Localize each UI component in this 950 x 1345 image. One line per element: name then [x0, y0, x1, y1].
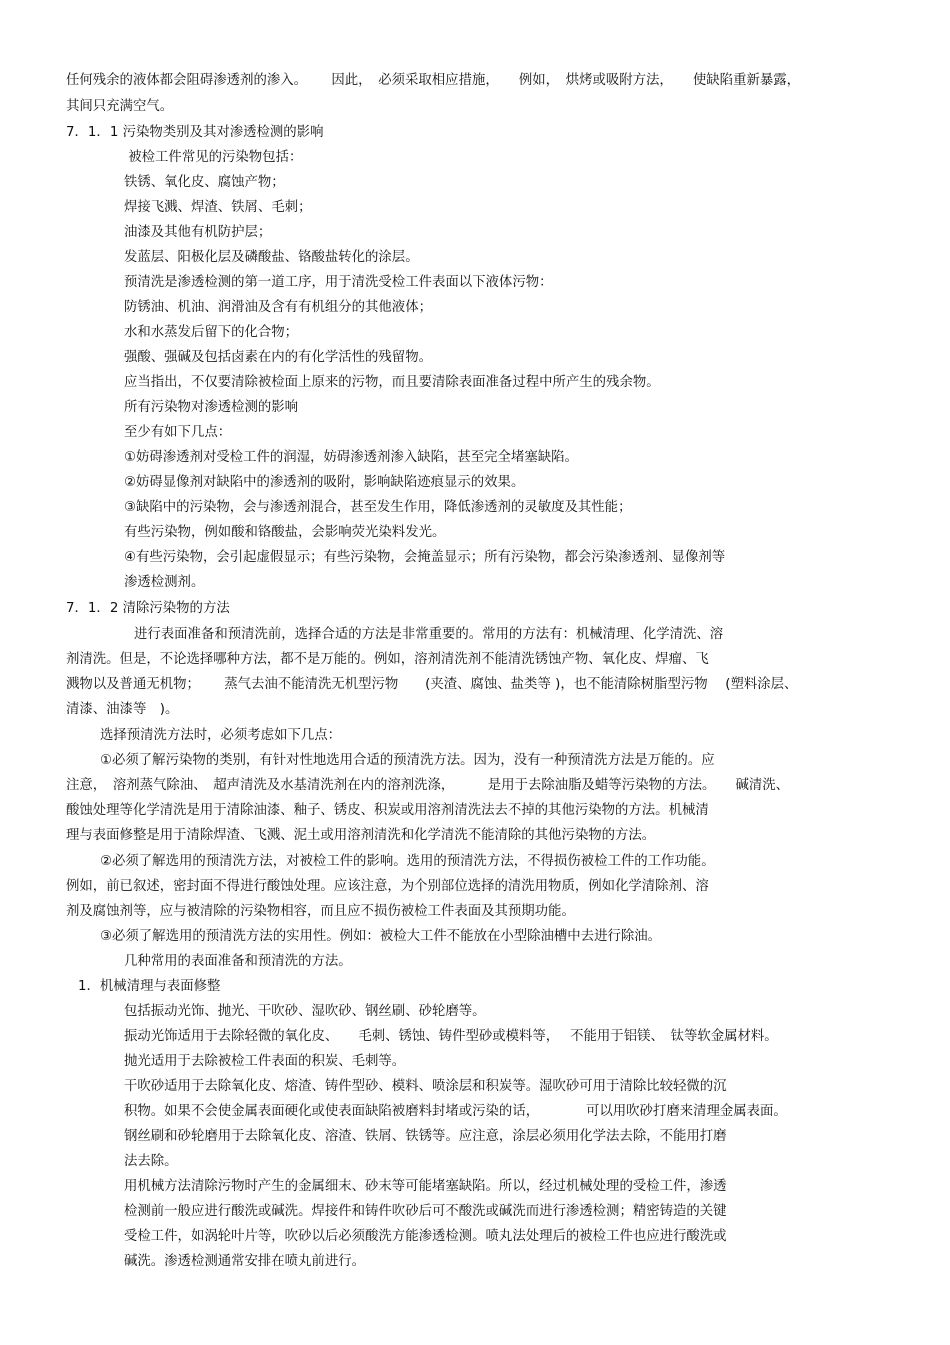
list-item: ③必须了解选用的预清洗方法的实用性。例如：被检大工件不能放在小型除油槽中去进行除油。	[100, 929, 662, 944]
text-line: 预清洗是渗透检测的第一道工序，用于清洗受检工件表面以下液体污物：	[124, 275, 553, 290]
list-item: 防锈油、机油、润滑油及含有有机组分的其他液体；	[124, 300, 432, 315]
list-item: 水和水蒸发后留下的化合物；	[124, 325, 299, 340]
text-line: 进行表面准备和预清洗前，选择合适的方法是非常重要的。常用的方法有：机械清理、化学清洗、溶	[134, 627, 724, 642]
text-line: 碱洗。渗透检测通常安排在喷丸前进行。	[124, 1254, 366, 1269]
text-line: 检测前一般应进行酸洗或碱洗。焊接件和铸件吹砂后可不酸洗或碱洗而进行渗透检测；精密铸造的关键	[124, 1204, 727, 1219]
list-item: ①必须了解污染物的类别，有针对性地选用合适的预清洗方法。因为，没有一种预清洗方法是万能的。应	[100, 753, 715, 768]
subsection-heading: 1．机械清理与表面修整	[78, 979, 221, 994]
text-line: 剂及腐蚀剂等，应与被清除的污染物相容，而且应不损伤被检工件表面及其预期功能。	[66, 904, 575, 919]
text-line: 所有污染物对渗透检测的影响	[124, 400, 299, 415]
text-line: 受检工件，如涡轮叶片等，吹砂以后必须酸洗方能渗透检测。喷丸法处理后的被检工件也应进行酸洗或	[124, 1229, 727, 1244]
list-item: 铁锈、氧化皮、腐蚀产物；	[124, 175, 285, 190]
list-item: 强酸、强碱及包括卤素在内的有化学活性的残留物。	[124, 350, 432, 365]
text-line: 渗透检测剂。	[124, 575, 205, 590]
text-line: 例如，前已叙述，密封面不得进行酸蚀处理。应该注意，为个别部位选择的清洗用物质，例如化学清除剂、溶	[66, 879, 709, 894]
list-item: 油漆及其他有机防护层；	[124, 225, 272, 240]
section-heading: 7．1．1 污染物类别及其对渗透检测的影响	[66, 125, 324, 140]
text-line: 振动光饰适用于去除轻微的氧化皮、 毛刺、锈蚀、铸件型砂或模料等， 不能用于铝镁、 钛等软金属材料。	[124, 1029, 778, 1044]
text-line: 应当指出，不仅要清除被检面上原来的污物，而且要清除表面准备过程中所产生的残余物。	[124, 375, 660, 390]
text-line: 干吹砂适用于去除氧化皮、熔渣、铸件型砂、模料、喷涂层和积炭等。湿吹砂可用于清除比较轻微的沉	[124, 1079, 727, 1094]
list-item: ④有些污染物，会引起虚假显示；有些污染物，会掩盖显示；所有污染物，都会污染渗透剂、显像剂等	[124, 550, 726, 565]
text-line: 注意， 溶剂蒸气除油、 超声清洗及水基清洗剂在内的溶剂洗涤， 是用于去除油脂及蜡等污染物的方法。 碱清洗、	[66, 778, 790, 793]
text-line: 选择预清洗方法时，必须考虑如下几点：	[100, 728, 342, 743]
list-item: ③缺陷中的污染物，会与渗透剂混合，甚至发生作用，降低渗透剂的灵敏度及其性能；	[124, 500, 632, 515]
list-item: 焊接飞溅、焊渣、铁屑、毛刺；	[124, 200, 312, 215]
text-line: 清漆、油漆等 )。	[66, 702, 179, 717]
text-line: 溅物以及普通无机物； 蒸气去油不能清洗无机型污物 (夹渣、腐蚀、盐类等 )，也不能清除树脂型污物 (塑料涂层、	[66, 677, 798, 692]
text-line: 用机械方法清除污物时产生的金属细末、砂末等可能堵塞缺陷。所以，经过机械处理的受检工件，渗透	[124, 1179, 727, 1194]
text-line: 几种常用的表面准备和预清洗的方法。	[124, 954, 352, 969]
text-line: 被检工件常见的污染物包括：	[124, 150, 303, 165]
text-line: 酸蚀处理等化学清洗是用于清除油漆、釉子、锈皮、积炭或用溶剂清洗法去不掉的其他污染物的方法。机械清	[66, 803, 709, 818]
text-line: 至少有如下几点：	[124, 425, 232, 440]
text-line: 理与表面修整是用于清除焊渣、飞溅、泥土或用溶剂清洗和化学清洗不能清除的其他污染物的方法。	[66, 828, 656, 843]
text-line: 包括振动光饰、抛光、干吹砂、湿吹砂、钢丝刷、砂轮磨等。	[124, 1004, 486, 1019]
text-line: 剂清洗。但是，不论选择哪种方法，都不是万能的。例如，溶剂清洗剂不能清洗锈蚀产物、氧化皮、焊瘤、飞	[66, 652, 709, 667]
text-line: 抛光适用于去除被检工件表面的积炭、毛刺等。	[124, 1054, 406, 1069]
list-item: 发蓝层、阳极化层及磷酸盐、铬酸盐转化的涂层。	[124, 250, 419, 265]
list-item: ②妨碍显像剂对缺陷中的渗透剂的吸附，影响缺陷迹痕显示的效果。	[124, 475, 525, 490]
list-item: ①妨碍渗透剂对受检工件的润湿，妨碍渗透剂渗入缺陷，甚至完全堵塞缺陷。	[124, 450, 578, 465]
text-line: 任何残余的液体都会阻碍渗透剂的渗入。 因此， 必须采取相应措施， 例如， 烘烤或吸附方法， 使缺陷重新暴露，	[66, 73, 801, 88]
text-line: 积物。如果不会使金属表面硬化或使表面缺陷被磨料封堵或污染的话， 可以用吹砂打磨来清理金属表面。	[124, 1104, 787, 1119]
list-item: ②必须了解选用的预清洗方法，对被检工件的影响。选用的预清洗方法，不得损伤被检工件的工作功能。	[100, 854, 715, 869]
section-heading: 7．1．2 清除污染物的方法	[66, 601, 230, 616]
text-line: 法去除。	[124, 1154, 178, 1169]
text-line: 其间只充满空气。	[66, 99, 174, 114]
text-line: 钢丝刷和砂轮磨用于去除氧化皮、溶渣、铁屑、铁锈等。应注意，涂层必须用化学法去除，不能用打磨	[124, 1129, 727, 1144]
text-line: 有些污染物，例如酸和铬酸盐，会影响荧光染料发光。	[124, 525, 446, 540]
